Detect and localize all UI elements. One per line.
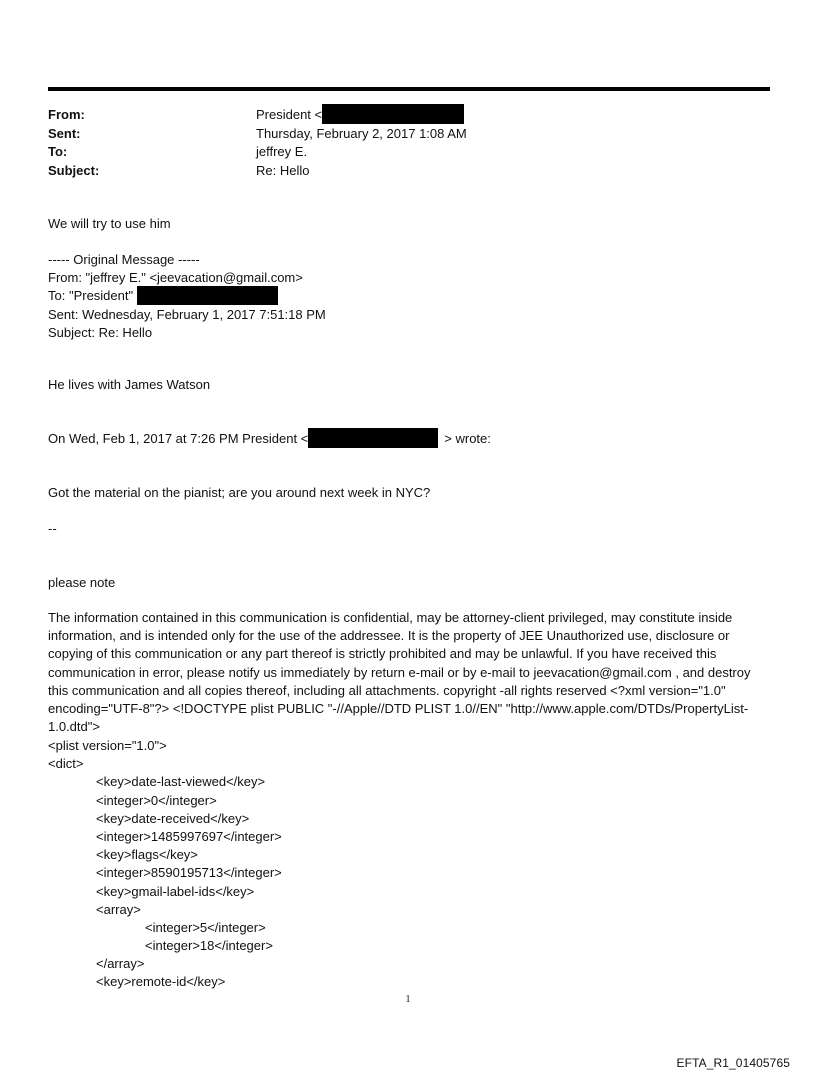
email-header: [48, 106, 770, 180]
quote-intro: [48, 430, 772, 448]
plist-line: <key>gmail-label-ids</key>: [96, 883, 255, 899]
quote-intro-line: [48, 430, 772, 448]
redaction-box: [308, 428, 438, 448]
header-rule: [48, 87, 770, 91]
plist-line: <dict>: [48, 756, 84, 772]
original-body: [48, 376, 772, 394]
header-to-row: [48, 143, 770, 162]
plist-line: <integer>1485997697</integer>: [96, 828, 282, 844]
signature-separator: [48, 520, 772, 538]
plist-line: <key>date-last-viewed</key>: [96, 774, 266, 790]
sent-value: Thursday, February 2, 2017 1:08 AM: [256, 125, 467, 141]
from-label: From:: [48, 107, 85, 122]
plist-line: <key>date-received</key>: [96, 810, 250, 826]
plist-line: <plist version="1.0">: [48, 738, 167, 753]
header-subject-row: [48, 162, 770, 181]
original-to-line: [48, 287, 772, 305]
subject-label: Subject:: [48, 162, 100, 178]
quoted-message: [48, 484, 772, 502]
subject-value: Re: Hello: [256, 162, 310, 178]
original-from: From: "jeffrey E." <jeevacation@gmail.com>: [48, 270, 303, 286]
plist-line: <integer>5</integer>: [145, 919, 266, 935]
please-note-line: please note: [48, 575, 116, 590]
original-to: To: "President": [48, 288, 134, 304]
plist-line: <key>flags</key>: [96, 847, 198, 863]
to-value: jeffrey E.: [256, 144, 308, 159]
plist-xml-block: [48, 737, 282, 992]
signature-dash: --: [48, 521, 57, 536]
original-sent: Sent: Wednesday, February 1, 2017 7:51:18 PM: [48, 306, 326, 322]
header-sent-row: [48, 125, 770, 144]
original-message-header: [48, 251, 772, 342]
plist-line: <integer>18</integer>: [145, 938, 273, 954]
header-from-row: [48, 106, 770, 125]
plist-line: <key>remote-id</key>: [96, 974, 226, 990]
page-number: 1: [405, 994, 411, 1005]
document-id: EFTA_R1_01405765: [676, 1056, 790, 1070]
redaction-box: [322, 104, 464, 124]
reply-body: [48, 215, 772, 233]
confidentiality-disclaimer: The information contained in this communication is confidential, may be attorney-client privileged, may constitute inside information, and is intended only for the use of the addressee. It is the property of JEE Unauthorized use, disclosure or copying of this communication or any part thereof is strictly prohibited and may be unlawful. If you have received this communication in error, please notify us immediately by return e-mail or by e-mail to jeevacation@gmail.com , and destroy this communication and all copies thereof, including all attachments. copyright -all rights reserved <?xml version="1.0" encoding="UTF-8"?> <!DOCTYPE plist PUBLIC "-//Apple//DTD PLIST 1.0//EN" "http://www.apple.com/DTDs/PropertyList-1.0.dtd">: [48, 610, 751, 735]
original-body-line: He lives with James Watson: [48, 377, 211, 392]
reply-line: We will try to use him: [48, 216, 171, 231]
quoted-message-line: Got the material on the pianist; are you around next week in NYC?: [48, 485, 431, 500]
plist-line: <array>: [96, 901, 141, 917]
redaction-box: [137, 286, 278, 305]
plist-line: <integer>8590195713</integer>: [96, 865, 282, 881]
to-label: To:: [48, 144, 68, 159]
from-value-text: President <: [256, 107, 323, 122]
sent-label: Sent:: [48, 125, 81, 141]
plist-line: <integer>0</integer>: [96, 792, 217, 808]
original-divider: ----- Original Message -----: [48, 252, 200, 267]
plist-line: </array>: [96, 956, 145, 972]
please-note: [48, 574, 772, 592]
from-value: [256, 106, 464, 125]
quote-intro-pre: On Wed, Feb 1, 2017 at 7:26 PM President <: [48, 431, 309, 446]
original-subject: Subject: Re: Hello: [48, 324, 153, 340]
quote-intro-post: > wrote:: [444, 431, 491, 446]
